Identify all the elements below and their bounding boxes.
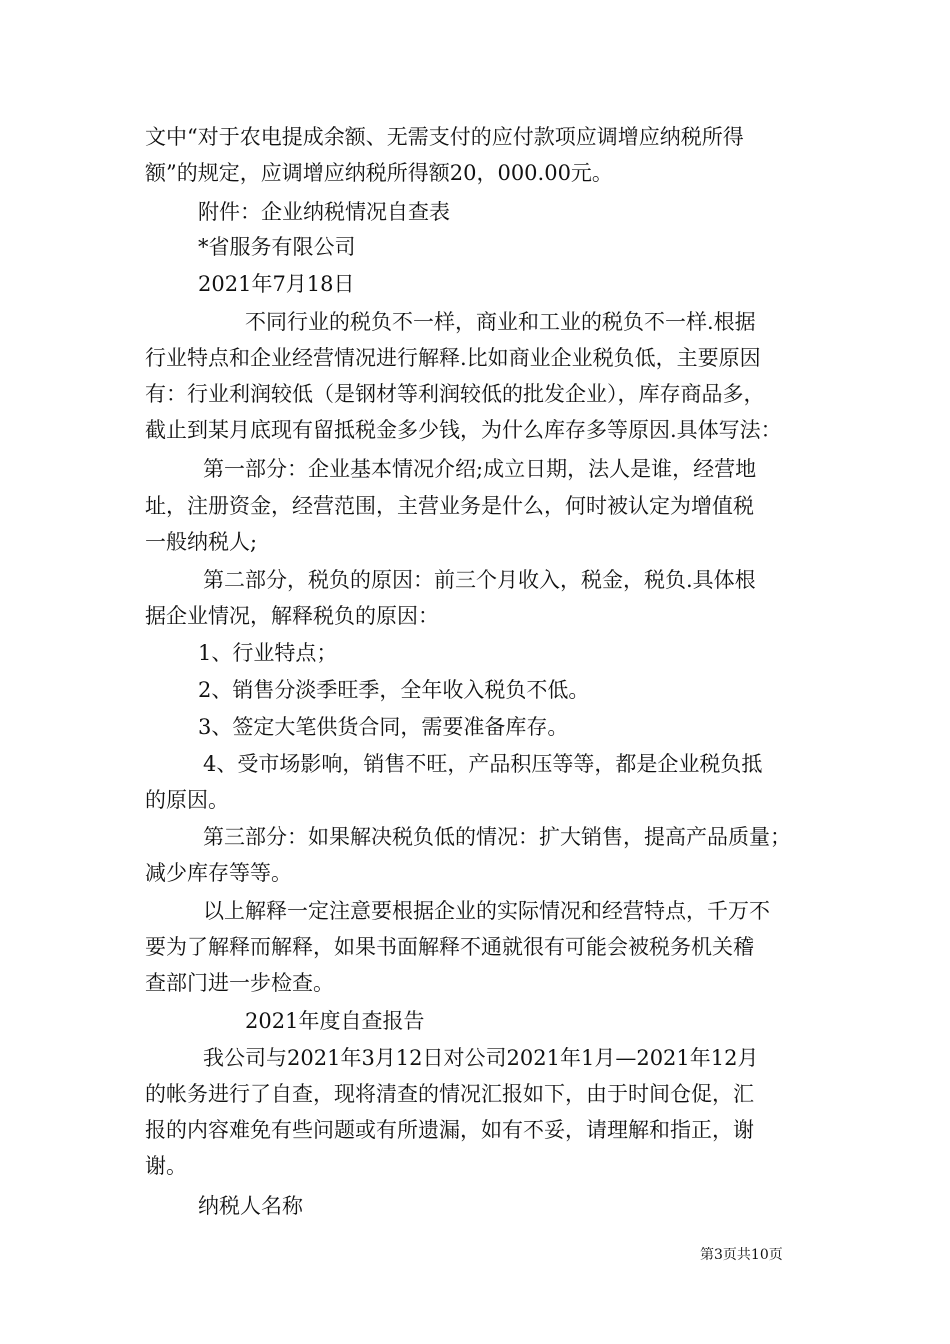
page-number: 第3页共10页 — [700, 1247, 783, 1263]
text-line: 以上解释一定注意要根据企业的实际情况和经营特点，千万不 — [203, 899, 770, 923]
text-line: 谢。 — [145, 1154, 187, 1178]
list-item: 2、销售分淡季旺季，全年收入税负不低。 — [198, 678, 590, 702]
text-line: 第三部分：如果解决税负低的情况：扩大销售，提高产品质量； — [203, 825, 791, 849]
text-line: 报的内容难免有些问题或有所遗漏，如有不妥，请理解和指正，谢 — [145, 1118, 754, 1142]
company-name: *省服务有限公司 — [198, 235, 356, 259]
text-line: 的原因。 — [145, 788, 229, 812]
list-item: 4、受市场影响，销售不旺，产品积压等等，都是企业税负抵 — [203, 752, 763, 776]
text-line: 一般纳税人; — [145, 530, 258, 554]
text-line: 查部门进一步检查。 — [145, 971, 334, 995]
taxpayer-name-label: 纳税人名称 — [198, 1194, 303, 1218]
text-line: 第二部分，税负的原因：前三个月收入，税金，税负.具体根 — [203, 568, 756, 592]
text-line: 的帐务进行了自查，现将清查的情况汇报如下，由于时间仓促，汇 — [145, 1082, 754, 1106]
text-line: 要为了解释而解释，如果书面解释不通就很有可能会被税务机关稽 — [145, 935, 754, 959]
date-line: 2021年7月18日 — [198, 272, 355, 296]
list-item: 3、签定大笔供货合同，需要准备库存。 — [198, 715, 569, 739]
text-line: 第一部分：企业基本情况介绍;成立日期，法人是谁，经营地 — [203, 457, 757, 481]
text-line: 文中“对于农电提成余额、无需支付的应付款项应调增应纳税所得 — [145, 125, 744, 149]
text-line: 据企业情况，解释税负的原因： — [145, 604, 439, 628]
attachment-line: 附件：企业纳税情况自查表 — [198, 200, 450, 224]
text-line: 额”的规定，应调增应纳税所得额20，000.00元。 — [145, 161, 613, 185]
text-line: 有：行业利润较低（是钢材等利润较低的批发企业），库存商品多， — [145, 382, 765, 406]
text-line: 我公司与2021年3月12日对公司2021年1月—2021年12月 — [203, 1046, 759, 1070]
text-line: 截止到某月底现有留抵税金多少钱，为什么库存多等原因.具体写法： — [145, 418, 782, 442]
text-line: 不同行业的税负不一样，商业和工业的税负不一样.根据 — [245, 310, 756, 334]
text-line: 行业特点和企业经营情况进行解释.比如商业企业税负低，主要原因 — [145, 346, 761, 370]
text-line: 址，注册资金，经营范围，主营业务是什么，何时被认定为增值税 — [145, 494, 754, 518]
list-item: 1、行业特点； — [198, 641, 338, 665]
text-line: 减少库存等等。 — [145, 861, 292, 885]
section-title: 2021年度自查报告 — [245, 1009, 425, 1033]
